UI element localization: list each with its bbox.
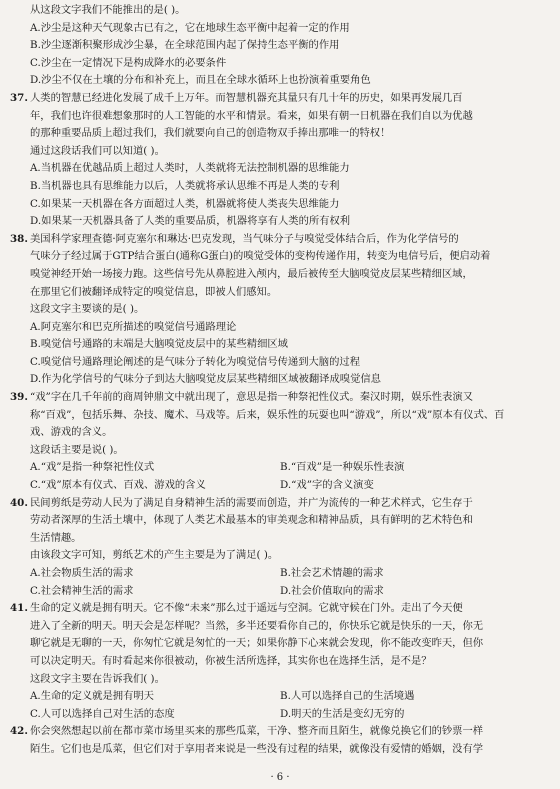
option-b: B.社会艺术情趣的需求 (280, 567, 384, 579)
passage-line: 陌生。它们也是瓜菜，但它们对于享用者来说是一些没有过程的结果，就像没有爱情的婚姻，没有学 (30, 742, 484, 755)
question-prompt: 这段文字主要在告诉我们( )。 (30, 672, 165, 685)
question-prompt: 通过这段话我们可以知道( )。 (30, 144, 165, 157)
question-41 (10, 600, 546, 723)
question-number: 40. (10, 496, 28, 509)
option-d: D.社会价值取向的需求 (280, 584, 384, 597)
passage-line: 戏、游戏的含义。 (30, 426, 113, 439)
question-number: 37. (10, 91, 28, 104)
passage-line: 在那里它们被翻译成特定的嗅觉信息，即被人们感知。 (30, 285, 278, 298)
passage-line: 的那种重要品质上超过我们，我们就要向自己的创造物双手捧出那唯一的特权！ (30, 127, 391, 140)
option-d: D.作为化学信号的气味分子到达大脑嗅觉皮层某些精细区域被翻译成嗅觉信息 (30, 373, 381, 386)
passage-line: 嗅觉神经开始一场接力跑。这些信号先从鼻腔进入颅内，最后被传至大脑嗅觉皮层某些精细区域， (30, 267, 473, 280)
passage-line: 人类的智慧已经进化发展了成千上万年。而智慧机器充其量只有几十年的历史，如果再发展几百 (30, 91, 463, 104)
option-c: C.社会精神生活的需求 (30, 584, 134, 597)
question-number: 41. (10, 602, 28, 615)
option-b: B.“百戏”是一种娱乐性表演 (280, 461, 405, 474)
question-36 (10, 2, 546, 90)
passage-line: 可以决定明天。有时看起来你很被动，你被生活所选择，其实你也在选择生活，是不是？ (30, 654, 432, 667)
option-d: D.如果某一天机器具备了人类的重要品质，机器将享有人类的所有权利 (30, 215, 351, 228)
option-a: A.阿克塞尔和巴克所描述的嗅觉信号通路理论 (30, 320, 237, 333)
question-prompt: 由该段文字可知，剪纸艺术的产生主要是为了满足( )。 (30, 549, 279, 562)
passage-line: 劳动者深厚的生活土壤中，体现了人类艺术最基本的审美观念和精神品质，具有鲜明的艺术特色和 (30, 514, 473, 527)
passage-line: 生活情趣。 (30, 531, 82, 544)
option-d: D.沙尘不仅在土壤的分布和补充上，而且在全球水循环上也扮演着重要角色 (30, 74, 371, 87)
option-b: B.沙尘逐渐积聚形成沙尘暴，在全球范围内起了保持生态平衡的作用 (30, 39, 340, 52)
option-b: B.人可以选择自己的生活境遇 (280, 690, 415, 703)
option-a: A.当机器在优越品质上超过人类时，人类就将无法控制机器的思维能力 (30, 162, 350, 175)
option-c: C.“戏”原本有仪式、百戏、游戏的含义 (30, 479, 206, 492)
passage-line: 生命的定义就是拥有明天。它不像“未来”那么过于遥远与空洞。它就守候在门外。走出了今天便 (30, 602, 463, 615)
passage-line: 聊它就是无聊的一天，你匆忙它就是匆忙的一天；如果你静下心来就会发现，你不能改变昨天，但你 (30, 637, 484, 650)
question-42 (10, 723, 546, 758)
question-prompt: 从这段文字我们不能推出的是( )。 (30, 4, 186, 16)
question-38 (10, 231, 546, 389)
question-prompt: 这段话主要是说( )。 (30, 443, 124, 456)
passage-line: 年，我们也许很难想象那时的人工智能的水平和情景。看来，如果有朝一日机器在我们自以为优越 (30, 109, 473, 122)
passage-line: “戏”字在几千年前的商周钟鼎文中就出现了，意思是指一种祭祀性仪式。秦汉时期，娱乐性表演又 (30, 391, 473, 404)
passage-line: 称“百戏”，包括乐舞、杂技、魔术、马戏等。后来，娱乐性的玩耍也叫“游戏”，所以“戏”原本有仪式、百 (30, 408, 505, 421)
option-c: C.如果某一天机器在各方面超过人类，机器就将使人类丧失思维能力 (30, 197, 340, 210)
option-c: C.沙尘在一定情况下是构成降水的必要条件 (30, 56, 227, 69)
question-39 (10, 389, 546, 495)
question-number: 39. (10, 391, 28, 404)
passage-line: 美国科学家理查德·阿克塞尔和琳达·巴克发现，当气味分子与嗅觉受体结合后，作为化学信号的 (30, 232, 459, 245)
option-b: B.当机器也具有思维能力以后，人类就将承认思维不再是人类的专利 (30, 179, 340, 192)
question-number: 42. (10, 725, 28, 738)
passage-line: 气味分子经过属于GTP结合蛋白(通称G蛋白)的嗅觉受体的变构传递作用，转变为电信号后，便启动着 (30, 250, 491, 263)
page-number: · 6 · (270, 772, 290, 783)
question-40 (10, 495, 546, 601)
option-d: D.明天的生活是变幻无穷的 (280, 707, 405, 720)
option-c: C.嗅觉信号通路理论阐述的是气味分子转化为嗅觉信号传递到大脑的过程 (30, 355, 360, 368)
question-prompt: 这段文字主要谈的是( )。 (30, 303, 145, 316)
passage-line: 民间剪纸是劳动人民为了满足自身精神生活的需要而创造，并广为流传的一种艺术样式，它生存于 (30, 496, 473, 509)
passage-line: 你会突然想起以前在都市菜市场里买来的那些瓜菜，干净、整齐而且陌生，就像兑换它们的钞票一样 (30, 725, 484, 738)
option-a: A.生命的定义就是拥有明天 (30, 690, 154, 703)
question-37 (10, 90, 546, 231)
option-d: D.“戏”字的含义演变 (280, 479, 374, 492)
option-a: A.社会物质生活的需求 (30, 567, 134, 579)
passage-line: 进入了全新的明天。明天会是怎样呢？当然，多半还要看你自己的，你快乐它就是快乐的一天，你无 (30, 619, 484, 632)
option-a: A.“戏”是指一种祭祀性仪式 (30, 461, 155, 474)
question-number: 38. (10, 232, 28, 245)
option-b: B.嗅觉信号通路的末端是大脑嗅觉皮层中的某些精细区域 (30, 338, 288, 351)
option-c: C.人可以选择自己对生活的态度 (30, 707, 175, 720)
option-a: A.沙尘是这种天气现象古已有之，它在地球生态平衡中起着一定的作用 (30, 21, 350, 34)
